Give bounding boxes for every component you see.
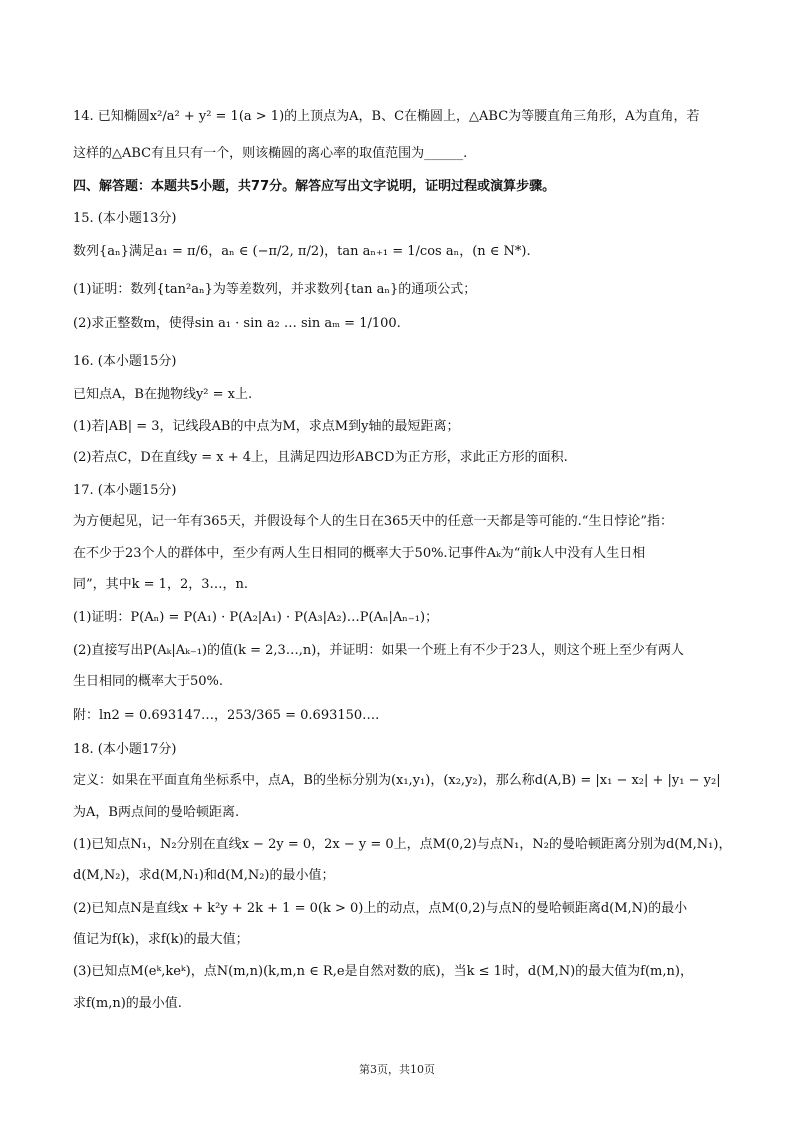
q18-part-2: (2)已知点N是直线x + k²y + 2k + 1 = 0(k > 0)上的动点，点M(0,2)与点N的曼哈顿距离d(M,N)的最小 [73, 901, 688, 916]
q17-stem-3: 同”，其中k = 1，2，3…，n. [73, 577, 248, 592]
q17-part-2: (2)直接写出P(Aₖ|Aₖ₋₁)的值(k = 2,3…,n)，并证明：如果一个班上有不少于23人，则这个班上至少有两人 [73, 643, 684, 658]
q18-part-3: (3)已知点M(eᵏ,keᵏ)，点N(m,n)(k,m,n ∈ R,e是自然对数的底)，当k ≤ 1时，d(M,N)的最大值为f(m,n)， [73, 964, 693, 979]
q15-part-1: (1)证明：数列{tan²aₙ}为等差数列，并求数列{tan aₙ}的通项公式； [73, 282, 477, 297]
q18-header: 18. (本小题17分) [73, 742, 177, 757]
q18-part-2-cont: 值记为f(k)，求f(k)的最大值； [73, 932, 249, 947]
q18-part-1: (1)已知点N₁，N₂分别在直线x − 2y = 0，2x − y = 0上，点M(0,2)与点N₁，N₂的曼哈顿距离分别为d(M,N₁)， [73, 837, 732, 852]
q17-part-2-cont: 生日相同的概率大于50%. [73, 674, 224, 689]
q14-line-2: 这样的△ABC有且只有一个，则该椭圆的离心率的取值范围为______. [73, 146, 468, 161]
q18-part-1-cont: d(M,N₂)，求d(M,N₁)和d(M,N₂)的最小值； [73, 868, 335, 883]
q16-stem: 已知点A，B在抛物线y² = x上. [73, 387, 253, 402]
section-heading: 四、解答题：本题共5小题，共77分。解答应写出文字说明，证明过程或演算步骤。 [73, 179, 556, 194]
q16-header: 16. (本小题15分) [73, 354, 177, 369]
q16-part-1: (1)若|AB| = 3，记线段AB的中点为M，求点M到y轴的最短距离； [73, 419, 460, 434]
q17-stem-1: 为方便起见，记一年有365天，并假设每个人的生日在365天中的任意一天都是等可能的.“生日悖论”指： [73, 514, 674, 529]
q18-part-3-cont: 求f(m,n)的最小值. [73, 996, 182, 1011]
q18-definition-1: 定义：如果在平面直角坐标系中，点A，B的坐标分别为(x₁,y₁)，(x₂,y₂)，那么称d(A,B) = |x₁ − x₂| + |y₁ − y₂| [73, 773, 721, 788]
q17-appendix: 附：ln2 = 0.693147…，253/365 = 0.693150…. [73, 708, 380, 723]
page-number: 第3页，共10页 [359, 1063, 435, 1076]
q15-header: 15. (本小题13分) [73, 211, 177, 226]
q15-stem: 数列{aₙ}满足a₁ = π/6，aₙ ∈ (−π/2, π/2)，tan aₙ₊₁ = 1/cos aₙ，(n ∈ N*). [73, 244, 531, 259]
q16-part-2: (2)若点C，D在直线y = x + 4上，且满足四边形ABCD为正方形，求此正方形的面积. [73, 450, 568, 465]
q17-part-1: (1)证明：P(Aₙ) = P(A₁) · P(A₂|A₁) · P(A₃|A₂)…P(Aₙ|Aₙ₋₁)； [73, 610, 439, 625]
q14-line-1: 14. 已知椭圆x²/a² + y² = 1(a > 1)的上顶点为A，B、C在椭圆上，△ABC为等腰直角三角形，A为直角，若 [73, 109, 700, 124]
q17-header: 17. (本小题15分) [73, 483, 177, 498]
q15-part-2: (2)求正整数m，使得sin a₁ · sin a₂ … sin aₘ = 1/100. [73, 316, 401, 331]
q18-definition-2: 为A，B两点间的曼哈顿距离. [73, 805, 240, 820]
q17-stem-2: 在不少于23个人的群体中，至少有两人生日相同的概率大于50%.记事件Aₖ为“前k人中没有人生日相 [73, 546, 646, 561]
